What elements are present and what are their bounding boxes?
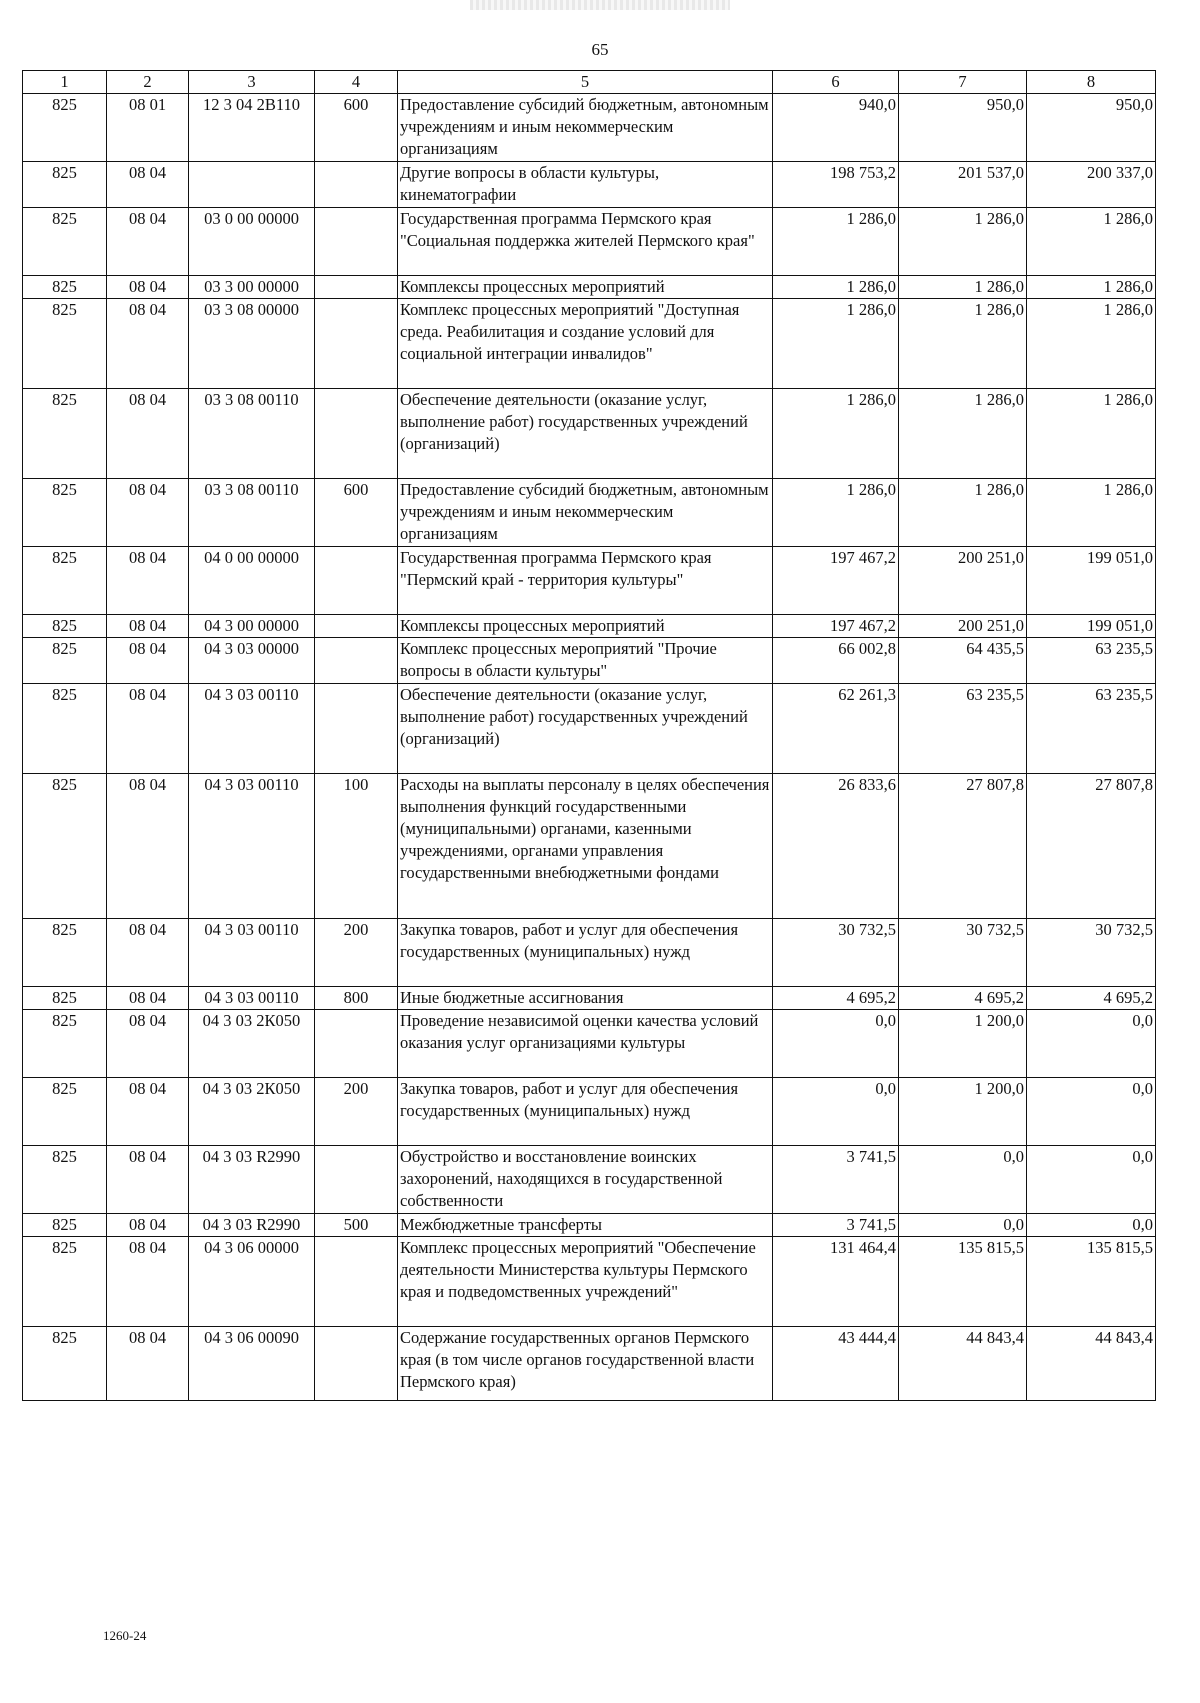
cell-target-article-code: 03 3 08 00110 <box>189 479 315 547</box>
table-row <box>23 389 1156 479</box>
cell-amount-year-1: 4 695,2 <box>773 987 899 1010</box>
cell-amount-year-2: 1 286,0 <box>899 276 1027 299</box>
cell-amount-year-1: 3 741,5 <box>773 1214 899 1237</box>
cell-expense-type-code <box>315 1327 398 1401</box>
cell-target-article-code: 04 3 03 00110 <box>189 774 315 919</box>
cell-target-article-code: 04 3 03 R2990 <box>189 1214 315 1237</box>
cell-amount-year-2: 201 537,0 <box>899 162 1027 208</box>
table-row <box>23 1146 1156 1214</box>
table-header-row <box>23 71 1156 94</box>
cell-amount-year-3: 200 337,0 <box>1027 162 1156 208</box>
cell-item-name: Предоставление субсидий бюджетным, автономным учреждениям и иным некоммерческим организациям <box>398 94 773 162</box>
cell-amount-year-3: 44 843,4 <box>1027 1327 1156 1401</box>
cell-amount-year-2: 30 732,5 <box>899 919 1027 987</box>
table-row <box>23 1214 1156 1237</box>
cell-amount-year-1: 0,0 <box>773 1010 899 1078</box>
cell-ministry-code: 825 <box>23 299 107 389</box>
cell-expense-type-code: 600 <box>315 94 398 162</box>
table-row <box>23 919 1156 987</box>
cell-item-name: Обустройство и восстановление воинских захоронений, находящихся в государственной собственности <box>398 1146 773 1214</box>
column-header: 7 <box>899 71 1027 94</box>
cell-expense-type-code: 200 <box>315 1078 398 1146</box>
cell-amount-year-2: 0,0 <box>899 1146 1027 1214</box>
cell-amount-year-3: 27 807,8 <box>1027 774 1156 919</box>
cell-expense-type-code: 600 <box>315 479 398 547</box>
cell-section-code: 08 04 <box>107 479 189 547</box>
cell-section-code: 08 04 <box>107 1146 189 1214</box>
scan-artifact <box>470 0 730 10</box>
cell-section-code: 08 04 <box>107 987 189 1010</box>
cell-expense-type-code: 200 <box>315 919 398 987</box>
budget-table <box>22 70 1156 1401</box>
cell-ministry-code: 825 <box>23 615 107 638</box>
cell-ministry-code: 825 <box>23 94 107 162</box>
cell-section-code: 08 04 <box>107 615 189 638</box>
cell-item-name: Обеспечение деятельности (оказание услуг, выполнение работ) государственных учреждений (организаций) <box>398 389 773 479</box>
cell-expense-type-code <box>315 684 398 774</box>
cell-amount-year-3: 1 286,0 <box>1027 276 1156 299</box>
table-row <box>23 94 1156 162</box>
table-row <box>23 162 1156 208</box>
column-header: 8 <box>1027 71 1156 94</box>
cell-amount-year-3: 950,0 <box>1027 94 1156 162</box>
page-number: 65 <box>591 40 609 59</box>
cell-expense-type-code: 500 <box>315 1214 398 1237</box>
cell-section-code: 08 04 <box>107 208 189 276</box>
cell-amount-year-1: 131 464,4 <box>773 1237 899 1327</box>
table-row <box>23 638 1156 684</box>
cell-amount-year-2: 200 251,0 <box>899 547 1027 615</box>
column-header: 6 <box>773 71 899 94</box>
cell-section-code: 08 04 <box>107 1010 189 1078</box>
cell-expense-type-code <box>315 547 398 615</box>
cell-amount-year-3: 4 695,2 <box>1027 987 1156 1010</box>
cell-ministry-code: 825 <box>23 1146 107 1214</box>
cell-amount-year-2: 1 286,0 <box>899 389 1027 479</box>
cell-amount-year-1: 30 732,5 <box>773 919 899 987</box>
cell-expense-type-code <box>315 1237 398 1327</box>
cell-amount-year-1: 3 741,5 <box>773 1146 899 1214</box>
cell-ministry-code: 825 <box>23 774 107 919</box>
cell-amount-year-2: 4 695,2 <box>899 987 1027 1010</box>
table-row <box>23 1010 1156 1078</box>
table-body <box>23 94 1156 1401</box>
cell-item-name: Закупка товаров, работ и услуг для обеспечения государственных (муниципальных) нужд <box>398 1078 773 1146</box>
cell-item-name: Межбюджетные трансферты <box>398 1214 773 1237</box>
cell-target-article-code: 04 0 00 00000 <box>189 547 315 615</box>
cell-item-name: Комплекс процессных мероприятий "Обеспечение деятельности Министерства культуры Пермского края и подведомственных учреждений" <box>398 1237 773 1327</box>
column-header: 3 <box>189 71 315 94</box>
cell-expense-type-code <box>315 1146 398 1214</box>
cell-amount-year-3: 63 235,5 <box>1027 684 1156 774</box>
cell-amount-year-2: 1 286,0 <box>899 299 1027 389</box>
cell-expense-type-code: 800 <box>315 987 398 1010</box>
cell-ministry-code: 825 <box>23 479 107 547</box>
cell-ministry-code: 825 <box>23 638 107 684</box>
cell-expense-type-code: 100 <box>315 774 398 919</box>
cell-amount-year-2: 44 843,4 <box>899 1327 1027 1401</box>
cell-target-article-code: 03 3 08 00000 <box>189 299 315 389</box>
cell-item-name: Предоставление субсидий бюджетным, автономным учреждениям и иным некоммерческим организациям <box>398 479 773 547</box>
cell-target-article-code <box>189 162 315 208</box>
cell-section-code: 08 04 <box>107 919 189 987</box>
cell-expense-type-code <box>315 638 398 684</box>
cell-amount-year-1: 0,0 <box>773 1078 899 1146</box>
cell-amount-year-1: 940,0 <box>773 94 899 162</box>
cell-section-code: 08 04 <box>107 1078 189 1146</box>
cell-target-article-code: 04 3 03 00110 <box>189 987 315 1010</box>
cell-item-name: Проведение независимой оценки качества условий оказания услуг организациями культуры <box>398 1010 773 1078</box>
document-code: 1260-24 <box>103 1628 147 1643</box>
cell-item-name: Другие вопросы в области культуры, кинематографии <box>398 162 773 208</box>
cell-amount-year-1: 1 286,0 <box>773 389 899 479</box>
cell-section-code: 08 04 <box>107 276 189 299</box>
cell-amount-year-2: 1 286,0 <box>899 479 1027 547</box>
cell-target-article-code: 12 3 04 2В110 <box>189 94 315 162</box>
cell-ministry-code: 825 <box>23 684 107 774</box>
table-row <box>23 1327 1156 1401</box>
cell-ministry-code: 825 <box>23 1237 107 1327</box>
cell-ministry-code: 825 <box>23 1214 107 1237</box>
cell-section-code: 08 04 <box>107 547 189 615</box>
cell-amount-year-3: 30 732,5 <box>1027 919 1156 987</box>
cell-target-article-code: 04 3 03 R2990 <box>189 1146 315 1214</box>
cell-amount-year-3: 135 815,5 <box>1027 1237 1156 1327</box>
table-row <box>23 684 1156 774</box>
cell-amount-year-3: 1 286,0 <box>1027 299 1156 389</box>
table-row <box>23 276 1156 299</box>
table-row <box>23 299 1156 389</box>
cell-amount-year-3: 1 286,0 <box>1027 389 1156 479</box>
cell-item-name: Комплекс процессных мероприятий "Доступная среда. Реабилитация и создание условий для социальной интеграции инвалидов" <box>398 299 773 389</box>
cell-amount-year-3: 0,0 <box>1027 1078 1156 1146</box>
cell-item-name: Обеспечение деятельности (оказание услуг, выполнение работ) государственных учреждений (организаций) <box>398 684 773 774</box>
cell-amount-year-2: 950,0 <box>899 94 1027 162</box>
cell-section-code: 08 04 <box>107 1327 189 1401</box>
cell-ministry-code: 825 <box>23 208 107 276</box>
cell-section-code: 08 04 <box>107 299 189 389</box>
cell-target-article-code: 04 3 03 00110 <box>189 919 315 987</box>
cell-amount-year-3: 199 051,0 <box>1027 547 1156 615</box>
cell-expense-type-code <box>315 276 398 299</box>
cell-target-article-code: 04 3 06 00090 <box>189 1327 315 1401</box>
cell-section-code: 08 04 <box>107 1237 189 1327</box>
cell-item-name: Комплексы процессных мероприятий <box>398 276 773 299</box>
cell-ministry-code: 825 <box>23 547 107 615</box>
cell-target-article-code: 03 3 00 00000 <box>189 276 315 299</box>
cell-ministry-code: 825 <box>23 162 107 208</box>
cell-amount-year-2: 64 435,5 <box>899 638 1027 684</box>
cell-target-article-code: 04 3 03 2К050 <box>189 1010 315 1078</box>
cell-amount-year-1: 66 002,8 <box>773 638 899 684</box>
cell-amount-year-3: 1 286,0 <box>1027 208 1156 276</box>
table-row <box>23 479 1156 547</box>
cell-amount-year-1: 43 444,4 <box>773 1327 899 1401</box>
cell-item-name: Иные бюджетные ассигнования <box>398 987 773 1010</box>
table-row <box>23 1237 1156 1327</box>
cell-ministry-code: 825 <box>23 276 107 299</box>
cell-expense-type-code <box>315 1010 398 1078</box>
cell-item-name: Комплексы процессных мероприятий <box>398 615 773 638</box>
cell-amount-year-2: 1 200,0 <box>899 1010 1027 1078</box>
table-row <box>23 615 1156 638</box>
cell-section-code: 08 01 <box>107 94 189 162</box>
cell-amount-year-2: 27 807,8 <box>899 774 1027 919</box>
cell-amount-year-2: 200 251,0 <box>899 615 1027 638</box>
cell-section-code: 08 04 <box>107 684 189 774</box>
cell-target-article-code: 04 3 03 00110 <box>189 684 315 774</box>
table-row <box>23 547 1156 615</box>
cell-item-name: Государственная программа Пермского края "Пермский край - территория культуры" <box>398 547 773 615</box>
cell-section-code: 08 04 <box>107 774 189 919</box>
cell-amount-year-2: 135 815,5 <box>899 1237 1027 1327</box>
cell-amount-year-2: 63 235,5 <box>899 684 1027 774</box>
cell-amount-year-3: 1 286,0 <box>1027 479 1156 547</box>
table-row <box>23 987 1156 1010</box>
cell-ministry-code: 825 <box>23 919 107 987</box>
cell-target-article-code: 03 0 00 00000 <box>189 208 315 276</box>
cell-amount-year-1: 1 286,0 <box>773 208 899 276</box>
cell-target-article-code: 04 3 03 2К050 <box>189 1078 315 1146</box>
cell-amount-year-2: 0,0 <box>899 1214 1027 1237</box>
cell-target-article-code: 04 3 03 00000 <box>189 638 315 684</box>
table-row <box>23 1078 1156 1146</box>
cell-amount-year-1: 1 286,0 <box>773 299 899 389</box>
cell-section-code: 08 04 <box>107 638 189 684</box>
column-header: 2 <box>107 71 189 94</box>
column-header: 1 <box>23 71 107 94</box>
cell-expense-type-code <box>315 162 398 208</box>
cell-amount-year-1: 198 753,2 <box>773 162 899 208</box>
cell-item-name: Комплекс процессных мероприятий "Прочие вопросы в области культуры" <box>398 638 773 684</box>
cell-amount-year-3: 199 051,0 <box>1027 615 1156 638</box>
cell-target-article-code: 04 3 00 00000 <box>189 615 315 638</box>
cell-expense-type-code <box>315 615 398 638</box>
cell-expense-type-code <box>315 389 398 479</box>
cell-amount-year-3: 63 235,5 <box>1027 638 1156 684</box>
cell-amount-year-1: 197 467,2 <box>773 547 899 615</box>
cell-amount-year-1: 1 286,0 <box>773 276 899 299</box>
cell-item-name: Расходы на выплаты персоналу в целях обеспечения выполнения функций государственными (муниципальными) органами, казенными учреждениями, органами управления государственными внебюджетными фондами <box>398 774 773 919</box>
cell-amount-year-1: 26 833,6 <box>773 774 899 919</box>
cell-amount-year-1: 197 467,2 <box>773 615 899 638</box>
cell-section-code: 08 04 <box>107 389 189 479</box>
table-row <box>23 208 1156 276</box>
cell-amount-year-3: 0,0 <box>1027 1146 1156 1214</box>
table-row <box>23 774 1156 919</box>
cell-ministry-code: 825 <box>23 1327 107 1401</box>
cell-item-name: Государственная программа Пермского края "Социальная поддержка жителей Пермского края" <box>398 208 773 276</box>
cell-ministry-code: 825 <box>23 987 107 1010</box>
cell-item-name: Содержание государственных органов Пермского края (в том числе органов государственной власти Пермского края) <box>398 1327 773 1401</box>
cell-ministry-code: 825 <box>23 1010 107 1078</box>
cell-target-article-code: 04 3 06 00000 <box>189 1237 315 1327</box>
cell-target-article-code: 03 3 08 00110 <box>189 389 315 479</box>
cell-amount-year-3: 0,0 <box>1027 1214 1156 1237</box>
cell-ministry-code: 825 <box>23 389 107 479</box>
cell-section-code: 08 04 <box>107 1214 189 1237</box>
cell-amount-year-2: 1 286,0 <box>899 208 1027 276</box>
cell-item-name: Закупка товаров, работ и услуг для обеспечения государственных (муниципальных) нужд <box>398 919 773 987</box>
cell-amount-year-2: 1 200,0 <box>899 1078 1027 1146</box>
cell-expense-type-code <box>315 208 398 276</box>
column-header: 4 <box>315 71 398 94</box>
cell-expense-type-code <box>315 299 398 389</box>
cell-ministry-code: 825 <box>23 1078 107 1146</box>
cell-amount-year-1: 62 261,3 <box>773 684 899 774</box>
column-header: 5 <box>398 71 773 94</box>
cell-section-code: 08 04 <box>107 162 189 208</box>
cell-amount-year-3: 0,0 <box>1027 1010 1156 1078</box>
cell-amount-year-1: 1 286,0 <box>773 479 899 547</box>
